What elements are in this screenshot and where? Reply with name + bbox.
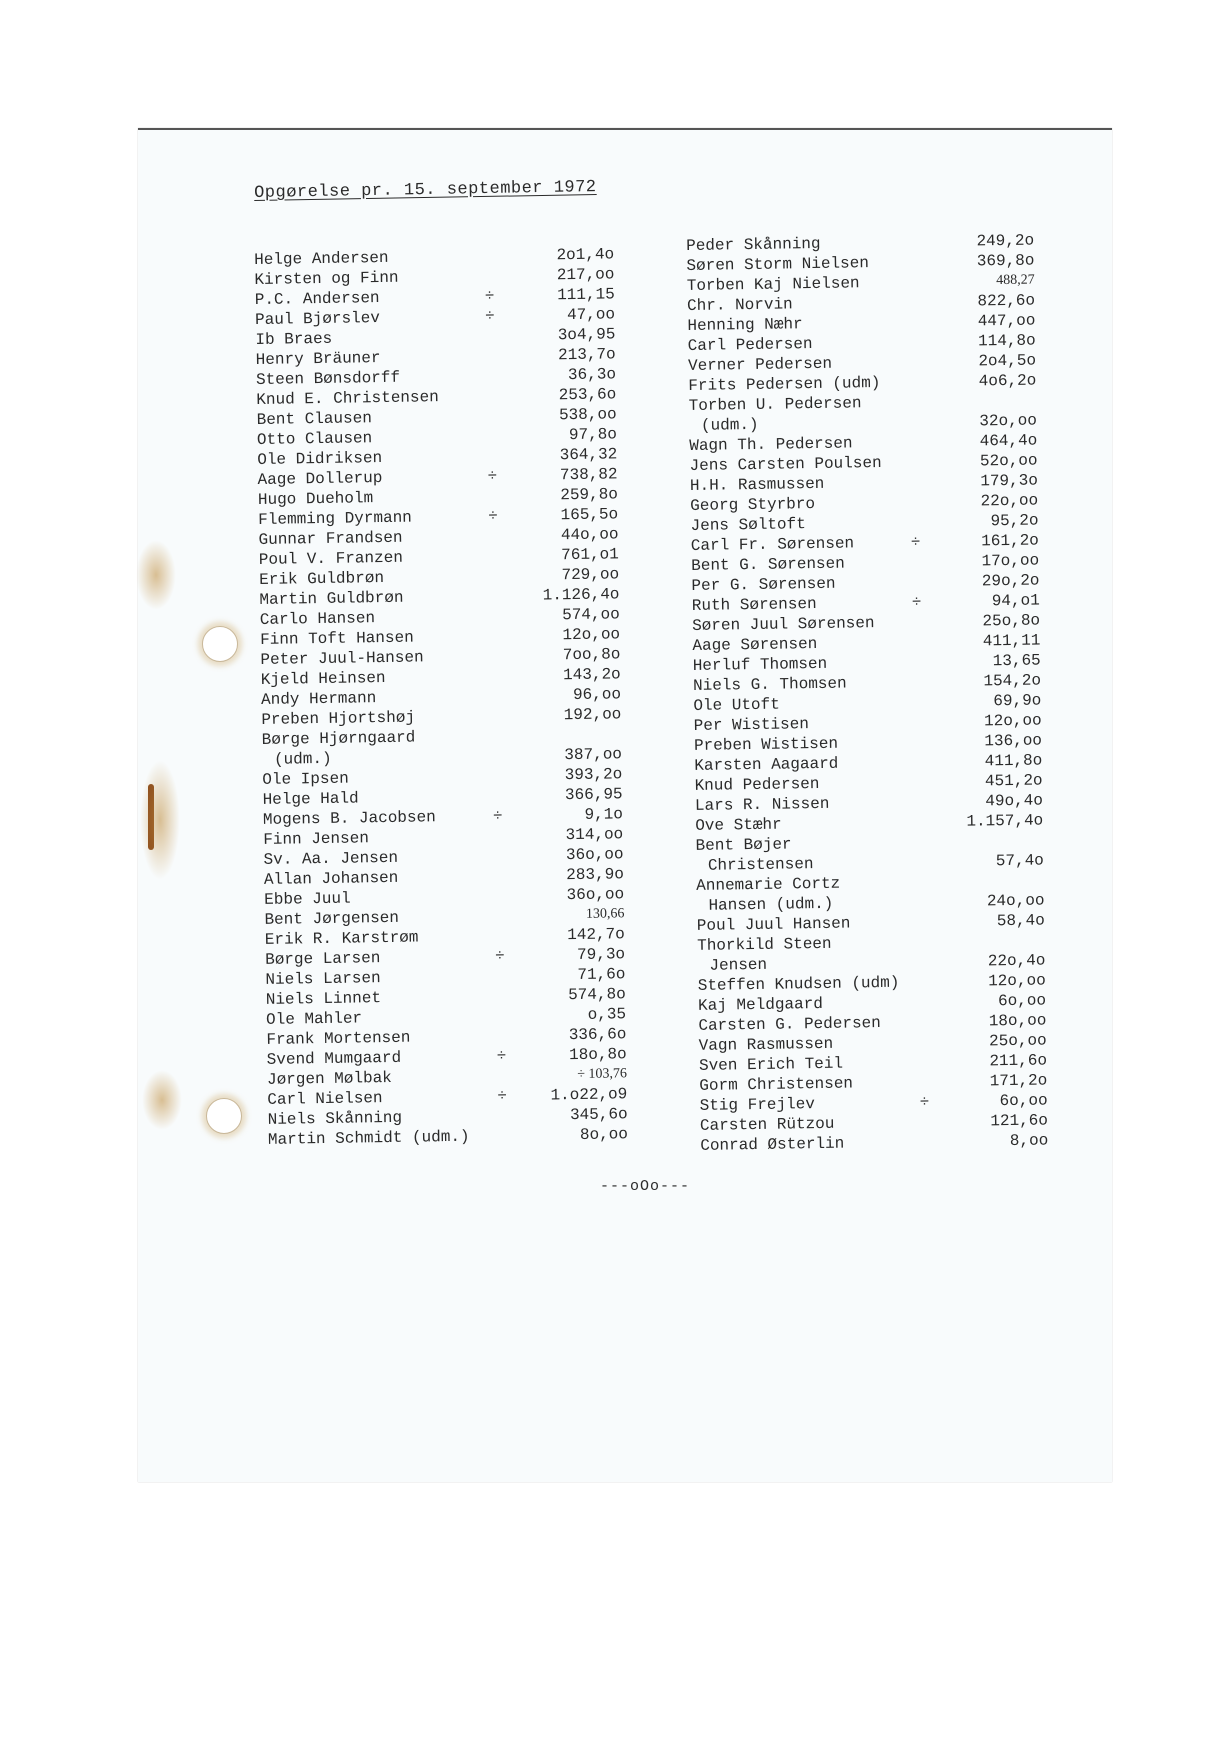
person-name: Peter Juul-Hansen bbox=[260, 648, 424, 669]
person-name: Steen Bønsdorff bbox=[255, 368, 401, 389]
footer-mark: ---oOo--- bbox=[600, 1178, 691, 1195]
person-name: Gorm Christensen bbox=[699, 1074, 854, 1095]
person-name: Ole Mahler bbox=[265, 1009, 363, 1029]
person-name: Mogens B. Jacobsen bbox=[262, 808, 436, 829]
amount: 12o,oo bbox=[983, 711, 1042, 731]
person-name: Børge Hjørngaard bbox=[261, 728, 416, 749]
person-name: Sven Erich Teil bbox=[698, 1054, 844, 1075]
amount: 447,oo bbox=[977, 311, 1036, 331]
amount: 47,oo bbox=[566, 305, 616, 325]
amount: 29o,2o bbox=[981, 571, 1040, 591]
amount: 13,65 bbox=[992, 651, 1041, 671]
amount: 1.126,4o bbox=[542, 585, 620, 605]
amount: 411,8o bbox=[984, 751, 1043, 771]
amount: 574,oo bbox=[562, 605, 620, 625]
amount: 345,6o bbox=[569, 1105, 628, 1125]
person-name: Ole Utoft bbox=[693, 695, 780, 715]
amount: 179,3o bbox=[980, 471, 1039, 491]
amount: 58,4o bbox=[996, 911, 1045, 931]
amount: 411,11 bbox=[982, 631, 1041, 651]
amount: 165,5o bbox=[560, 505, 619, 525]
amount: 121,6o bbox=[990, 1111, 1049, 1131]
person-name: Herluf Thomsen bbox=[692, 654, 828, 675]
amount: 249,2o bbox=[976, 231, 1035, 251]
amount: 36,3o bbox=[567, 365, 617, 385]
person-name: Niels Larsen bbox=[265, 969, 381, 989]
amount: 8o,oo bbox=[579, 1125, 629, 1144]
person-name: Bent Clausen bbox=[256, 409, 373, 429]
amount: 24o,oo bbox=[986, 891, 1045, 911]
amount: 136,oo bbox=[984, 731, 1043, 751]
amount: 761,o1 bbox=[561, 545, 619, 565]
person-name: Henry Bräuner bbox=[255, 349, 381, 369]
amount: 130,66 bbox=[585, 906, 625, 922]
amount: 1.o22,o9 bbox=[550, 1085, 628, 1105]
amount: 22o,4o bbox=[987, 951, 1046, 971]
person-name: Per Wistisen bbox=[693, 715, 810, 735]
negative-sign: ÷ bbox=[492, 807, 503, 826]
amount: 2o1,4o bbox=[556, 245, 615, 265]
person-name: Erik R. Karstrøm bbox=[264, 928, 419, 949]
stain-bottom bbox=[142, 1070, 182, 1130]
amount: 822,6o bbox=[977, 291, 1036, 311]
person-name: Peder Skånning bbox=[686, 234, 821, 255]
amount: 79,3o bbox=[576, 945, 626, 965]
amount: 283,9o bbox=[566, 865, 624, 885]
negative-sign: ÷ bbox=[919, 1093, 930, 1112]
person-name: Torben Kaj Nielsen bbox=[686, 274, 860, 295]
amount: o,35 bbox=[587, 1005, 627, 1024]
stain-middle bbox=[140, 760, 180, 880]
person-name: Ebbe Juul bbox=[264, 889, 351, 909]
person-name: Kjeld Heinsen bbox=[260, 668, 386, 689]
amount: 451,2o bbox=[984, 771, 1043, 791]
person-name: Verner Pedersen bbox=[687, 354, 833, 375]
person-name: Georg Styrbro bbox=[690, 495, 816, 515]
person-name: (udm.) bbox=[700, 415, 759, 435]
person-name: Bent G. Sørensen bbox=[691, 554, 845, 575]
person-name: Preben Hjortshøj bbox=[261, 708, 416, 729]
person-name: Søren Storm Nielsen bbox=[686, 254, 870, 275]
person-name: Bent Bøjer bbox=[695, 835, 792, 855]
amount: 366,95 bbox=[564, 785, 623, 805]
punch-hole-lower bbox=[206, 1098, 242, 1134]
person-name: Wagn Th. Pedersen bbox=[689, 434, 853, 455]
person-name: Svend Mumgaard bbox=[266, 1048, 402, 1069]
negative-sign: ÷ bbox=[910, 533, 921, 552]
amount: 738,82 bbox=[559, 465, 618, 485]
person-name: Thorkild Steen bbox=[697, 934, 832, 955]
amount: 95,2o bbox=[990, 511, 1039, 531]
amount: 17o,oo bbox=[981, 551, 1040, 571]
person-name: Carlo Hansen bbox=[259, 609, 376, 629]
negative-sign: ÷ bbox=[488, 507, 498, 526]
person-name: Martin Guldbrøn bbox=[259, 588, 404, 609]
person-name: Jens Søltoft bbox=[690, 515, 806, 535]
person-name: Frits Pedersen (udm) bbox=[688, 373, 881, 395]
negative-sign: ÷ bbox=[496, 1047, 507, 1066]
negative-sign: ÷ bbox=[911, 593, 922, 612]
person-name: Finn Jensen bbox=[263, 829, 370, 849]
amount: 114,8o bbox=[977, 331, 1036, 351]
person-name: P.C. Andersen bbox=[254, 289, 380, 309]
person-name: Preben Wistisen bbox=[693, 734, 839, 755]
person-name: Hansen (udm.) bbox=[708, 894, 834, 915]
amount: 36o,oo bbox=[565, 845, 624, 865]
person-name: Børge Larsen bbox=[265, 949, 381, 969]
person-name: Helge Hald bbox=[262, 789, 359, 809]
person-name: Conrad Østerlin bbox=[700, 1134, 845, 1155]
person-name: Steffen Knudsen (udm) bbox=[697, 973, 900, 995]
person-name: Sv. Aa. Jensen bbox=[263, 848, 399, 869]
amount: 6o,oo bbox=[999, 1091, 1048, 1111]
amount: 18o,oo bbox=[988, 1011, 1047, 1031]
amount: 12o,oo bbox=[987, 971, 1046, 991]
person-name: Otto Clausen bbox=[256, 429, 373, 449]
person-name: Christensen bbox=[707, 855, 814, 875]
person-name: Chr. Norvin bbox=[686, 295, 793, 315]
amount: 96,oo bbox=[572, 685, 622, 705]
amount: 25o,8o bbox=[982, 611, 1041, 631]
person-name: Per G. Sørensen bbox=[691, 574, 836, 595]
person-name: Helge Andersen bbox=[254, 248, 389, 269]
amount: 217,oo bbox=[556, 265, 615, 285]
amount: 9,1o bbox=[584, 805, 624, 824]
person-name: Carsten Rützou bbox=[699, 1114, 835, 1135]
amount: 369,8o bbox=[976, 251, 1035, 271]
amount: 111,15 bbox=[556, 285, 615, 305]
person-name: Niels G. Thomsen bbox=[692, 674, 847, 695]
amount: 6o,oo bbox=[997, 991, 1047, 1011]
amount: 211,6o bbox=[989, 1051, 1048, 1071]
amount: 464,4o bbox=[979, 431, 1038, 451]
amount: 729,oo bbox=[561, 565, 620, 585]
person-name: Knud Pedersen bbox=[694, 774, 820, 795]
amount: 171,2o bbox=[989, 1071, 1048, 1091]
person-name: Lars R. Nissen bbox=[694, 794, 830, 815]
person-name: Jensen bbox=[709, 955, 768, 975]
amount: 538,oo bbox=[558, 405, 617, 425]
amount: 161,2o bbox=[981, 531, 1039, 551]
amount: 25o,oo bbox=[988, 1031, 1047, 1051]
person-name: Carl Fr. Sørensen bbox=[690, 534, 855, 555]
amount: 36o,oo bbox=[566, 885, 625, 905]
negative-sign: ÷ bbox=[484, 307, 495, 326]
person-name: Gunnar Frandsen bbox=[258, 528, 403, 549]
person-name: Poul V. Franzen bbox=[258, 548, 404, 569]
person-name: Aage Dollerup bbox=[257, 469, 383, 489]
amount: 2o4,5o bbox=[978, 351, 1037, 371]
person-name: Niels Skånning bbox=[267, 1108, 403, 1129]
person-name: Paul Bjørslev bbox=[254, 309, 381, 329]
person-name: Aage Sørensen bbox=[692, 634, 818, 655]
amount: 259,8o bbox=[560, 485, 619, 505]
right-column-list bbox=[686, 231, 1048, 1156]
person-name: Vagn Rasmussen bbox=[698, 1034, 834, 1055]
amount: 4o6,2o bbox=[978, 371, 1037, 391]
person-name: Erik Guldbrøn bbox=[259, 568, 385, 589]
amount: 32o,oo bbox=[979, 411, 1038, 431]
amount: 336,6o bbox=[568, 1025, 627, 1045]
amount: 12o,oo bbox=[562, 625, 621, 645]
person-name: Poul Juul Hansen bbox=[696, 914, 851, 935]
amount: 314,oo bbox=[565, 825, 624, 845]
amount: 52o,oo bbox=[979, 451, 1038, 471]
amount: 49o,4o bbox=[985, 791, 1044, 811]
person-name: Stig Frejlev bbox=[699, 1095, 816, 1115]
amount: 7oo,8o bbox=[562, 645, 621, 665]
amount: 69,9o bbox=[993, 691, 1042, 711]
negative-sign: ÷ bbox=[494, 947, 505, 966]
person-name: Andy Hermann bbox=[260, 689, 377, 709]
person-name: Ib Braes bbox=[255, 329, 333, 349]
amount: 8,oo bbox=[1009, 1131, 1049, 1151]
person-name: Ruth Sørensen bbox=[691, 594, 817, 615]
negative-sign: ÷ bbox=[487, 467, 498, 486]
person-name: Flemming Dyrmann bbox=[258, 508, 412, 529]
person-name: Kaj Meldgaard bbox=[697, 994, 824, 1015]
person-name: Allan Johansen bbox=[263, 868, 399, 889]
stain-top bbox=[136, 540, 176, 610]
amount: 142,7o bbox=[567, 925, 625, 945]
person-name: Ole Ipsen bbox=[262, 769, 349, 789]
person-name: Frank Mortensen bbox=[266, 1028, 411, 1049]
amount: 387,oo bbox=[564, 745, 623, 765]
amount: ÷ 103,76 bbox=[577, 1066, 628, 1083]
amount: 364,32 bbox=[559, 445, 618, 465]
amount: 57,4o bbox=[995, 851, 1044, 871]
amount: 393,2o bbox=[564, 765, 623, 785]
person-name: Ole Didriksen bbox=[257, 449, 383, 469]
amount: 22o,oo bbox=[980, 491, 1039, 511]
amount: 488,27 bbox=[996, 272, 1035, 289]
negative-sign: ÷ bbox=[484, 287, 495, 306]
person-name: Karsten Aagaard bbox=[694, 754, 839, 775]
amount: 71,6o bbox=[577, 965, 626, 985]
amount: 253,6o bbox=[558, 385, 617, 405]
amount: 143,2o bbox=[562, 665, 621, 685]
person-name: Bent Jørgensen bbox=[264, 908, 400, 929]
person-name: Annemarie Cortz bbox=[696, 874, 841, 895]
person-name: Carsten G. Pedersen bbox=[698, 1014, 881, 1035]
person-name: Jørgen Mølbak bbox=[266, 1068, 392, 1089]
amount: 44o,oo bbox=[560, 525, 619, 545]
person-name: (udm.) bbox=[273, 749, 332, 769]
person-name: Jens Carsten Poulsen bbox=[689, 453, 882, 475]
amount: 94,o1 bbox=[991, 591, 1040, 611]
person-name: Finn Toft Hansen bbox=[259, 628, 414, 649]
person-name: Carl Pedersen bbox=[687, 335, 813, 355]
person-name: Hugo Dueholm bbox=[257, 489, 374, 509]
amount: 574,8o bbox=[567, 985, 626, 1005]
person-name: Torben U. Pedersen bbox=[688, 394, 862, 415]
person-name: Knud E. Christensen bbox=[256, 388, 439, 409]
amount: 3o4,95 bbox=[557, 325, 616, 345]
amount: 154,2o bbox=[983, 671, 1042, 691]
document-title: Opgørelse pr. 15. september 1972 bbox=[254, 178, 597, 203]
punch-hole-upper bbox=[202, 626, 238, 662]
person-name: Søren Juul Sørensen bbox=[691, 614, 875, 635]
person-name: Kirsten og Finn bbox=[254, 268, 399, 289]
person-name: Ove Stæhr bbox=[695, 815, 782, 835]
person-name: Niels Linnet bbox=[265, 989, 382, 1009]
left-column-list bbox=[254, 244, 628, 1150]
person-name: H.H. Rasmussen bbox=[689, 474, 825, 495]
person-name: Carl Nielsen bbox=[267, 1089, 383, 1109]
negative-sign: ÷ bbox=[497, 1087, 508, 1106]
person-name: Martin Schmidt (udm.) bbox=[267, 1127, 470, 1149]
amount: 1.157,4o bbox=[966, 811, 1044, 831]
person-name: Henning Næhr bbox=[687, 315, 803, 335]
amount: 18o,8o bbox=[568, 1045, 627, 1065]
amount: 192,oo bbox=[563, 705, 622, 725]
amount: 213,7o bbox=[557, 345, 616, 365]
amount: 97,8o bbox=[568, 425, 618, 445]
